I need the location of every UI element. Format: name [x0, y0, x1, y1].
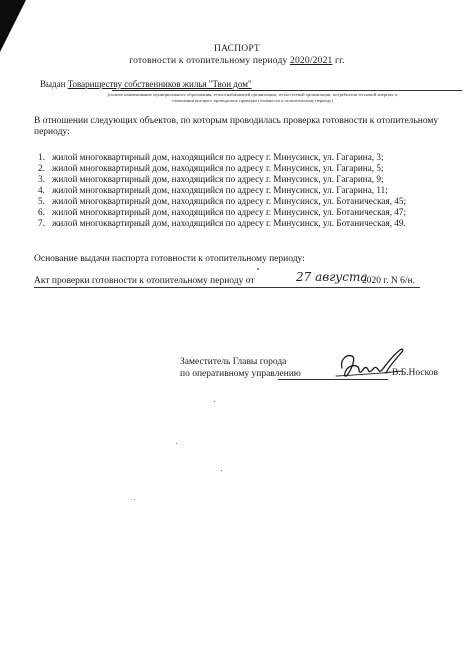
item-number: 3. [38, 174, 45, 184]
signer-position [180, 356, 301, 380]
footnote-line-1: (полное наименование муниципального образования, теплоснабжающей организации, теплосетевой организации, потребителя тепловой энергии, в [107, 92, 398, 97]
list-item [38, 152, 468, 163]
signer-name: В.Б.Носков [392, 368, 438, 378]
objects-intro: В отношении следующих объектов, по которым проводилась проверка готовности к отопительному периоду: [34, 116, 439, 137]
document-title: ПАСПОРТ [214, 44, 260, 54]
item-number: 6. [38, 207, 45, 217]
objects-list [38, 152, 468, 229]
item-number: 1. [38, 152, 45, 162]
scan-speck [134, 499, 135, 500]
subtitle-after: гг. [332, 56, 345, 66]
basis-label: Основание выдачи паспорта готовности к отопительному периоду: [34, 254, 305, 264]
list-item [38, 185, 468, 196]
recipient-footnote [40, 92, 465, 104]
footnote-line-2: отношении которого проводилась проверка готовности к отопительному периоду) [172, 98, 333, 103]
document-subtitle [0, 56, 474, 66]
item-text: жилой многоквартирный дом, находящийся по адресу г. Минусинск, ул. Гагарина, 11; [52, 185, 388, 195]
issued-to-line [40, 79, 252, 89]
scan-speck [176, 443, 177, 444]
signer-title-line-2: по оперативному управлению [180, 369, 301, 379]
scan-speck [221, 470, 222, 471]
heating-period: 2020/2021 [290, 56, 333, 66]
scan-speck [214, 401, 215, 402]
item-number: 7. [38, 218, 45, 228]
list-item [38, 174, 468, 185]
act-text: Акт проверки готовности к отопительному периоду от [34, 276, 255, 286]
list-item [38, 207, 468, 218]
item-number: 4. [38, 185, 45, 195]
item-text: жилой многоквартирный дом, находящийся по адресу г. Минусинск, ул. Ботаническая, 45; [52, 196, 407, 206]
issued-prefix: Выдан [40, 79, 68, 89]
signer-title-line-1: Заместитель Главы города [180, 357, 287, 367]
handwritten-signature-icon [328, 346, 412, 384]
item-number: 2. [38, 163, 45, 173]
item-number: 5. [38, 196, 45, 206]
act-underline [34, 287, 420, 288]
item-text: жилой многоквартирный дом, находящийся по адресу г. Минусинск, ул. Ботаническая, 49. [52, 218, 406, 228]
subtitle-before: готовности к отопительному периоду [129, 56, 291, 66]
item-text: жилой многоквартирный дом, находящийся по адресу г. Минусинск, ул. Гагарина, 3; [52, 152, 384, 162]
item-text: жилой многоквартирный дом, находящийся по адресу г. Минусинск, ул. Ботаническая, 47; [52, 207, 407, 217]
item-text: жилой многоквартирный дом, находящийся по адресу г. Минусинск, ул. Гагарина, 5; [52, 163, 384, 173]
recipient-name: Товариществу собственников жилья "Твои дом" [67, 79, 252, 89]
list-item [38, 196, 468, 207]
handwritten-act-date: 27 августа [296, 270, 368, 284]
item-text: жилой многоквартирный дом, находящийся по адресу г. Минусинск, ул. Гагарина, 9; [52, 174, 384, 184]
list-item [38, 163, 468, 174]
scan-dot [257, 268, 259, 270]
act-suffix: 2020 г. N 6/н. [362, 276, 416, 286]
list-item [38, 218, 468, 229]
recipient-underline [112, 90, 462, 91]
